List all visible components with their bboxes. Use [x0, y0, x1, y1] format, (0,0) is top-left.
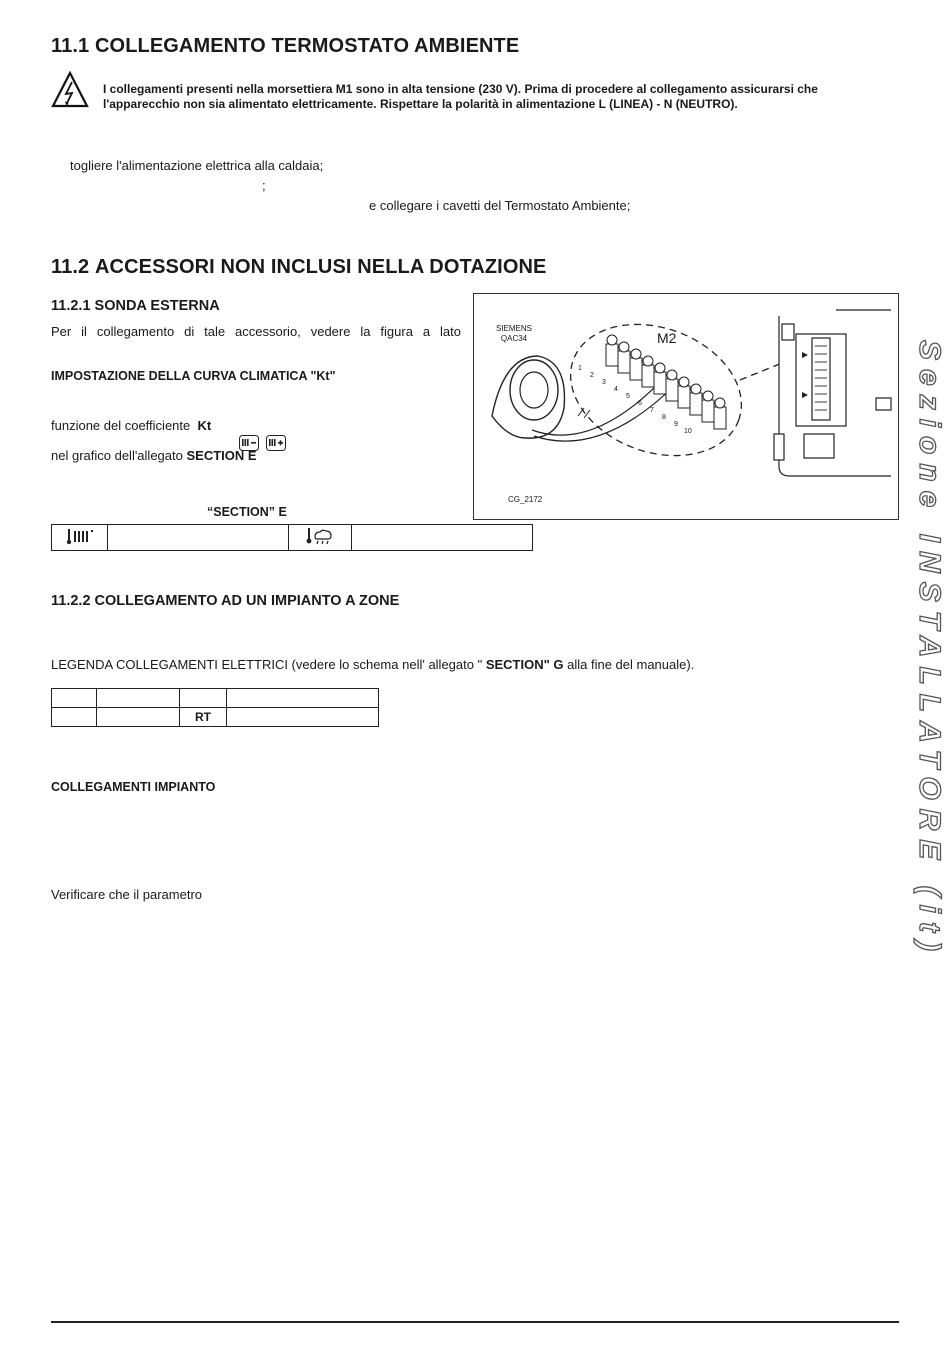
- external-sensor-figure: [473, 293, 899, 520]
- terminal-number-1: 1: [578, 365, 582, 372]
- sensor-connection-text: Per il collegamento di tale accessorio, vedere la figura a lato: [51, 324, 461, 339]
- side-label-text: Sezione INSTALLATORE (it): [913, 340, 946, 960]
- legend-intro: LEGENDA COLLEGAMENTI ELETTRICI (vedere lo schema nell' allegato ": [51, 657, 483, 672]
- installer-section-side-label: [900, 340, 950, 980]
- legend-cell: [227, 708, 379, 727]
- terminal-number-5: 5: [626, 393, 630, 400]
- legend-section-g: SECTION" G: [482, 657, 564, 672]
- legend-cell: [52, 708, 97, 727]
- terminal-number-8: 8: [662, 414, 666, 421]
- terminal-number-6: 6: [638, 400, 642, 407]
- step-1: togliere l'alimentazione elettrica alla caldaia;: [70, 158, 324, 173]
- voltage-warning: [103, 82, 903, 112]
- wiring-diagram: [474, 294, 898, 519]
- section-e-label-inline: SECTION E: [186, 448, 257, 463]
- section-number: 11.1: [51, 35, 90, 57]
- section-number: 11.2: [51, 256, 90, 278]
- terminal-number-4: 4: [614, 386, 618, 393]
- subsection-11-2-2-heading: 11.2.2 COLLEGAMENTO AD UN IMPIANTO A ZONE: [51, 593, 400, 609]
- step-3: e collegare i cavetti del Termostato Ambiente;: [369, 198, 631, 213]
- heating-plus-button-icon: [266, 435, 286, 451]
- terminal-number-7: 7: [650, 407, 654, 414]
- legend-cell: [227, 689, 379, 708]
- section-e-label: “SECTION” E: [207, 505, 287, 519]
- sensor-model: QAC34: [500, 334, 528, 343]
- climate-curve-heading: IMPOSTAZIONE DELLA CURVA CLIMATICA "Kt": [51, 369, 336, 383]
- figure-code: CG_2172: [508, 495, 543, 504]
- verify-parameter-text: Verificare che il parametro: [51, 887, 203, 902]
- legend-cell: [180, 689, 227, 708]
- terminal-number-2: 2: [590, 372, 594, 379]
- section-11-2-title: [51, 256, 546, 279]
- outdoor-temperature-icon: [305, 526, 335, 546]
- heating-radiator-icon: [65, 527, 95, 545]
- kt-label: Kt: [197, 418, 212, 433]
- legend-cell: [97, 708, 180, 727]
- terminal-number-3: 3: [602, 379, 606, 386]
- kt-text: funzione del coefficiente: [51, 418, 191, 433]
- high-voltage-warning-icon: [51, 71, 89, 109]
- kt-coefficient-text: [51, 418, 211, 433]
- section-11-1-title: [51, 35, 519, 58]
- step-2: ;: [262, 178, 266, 193]
- graph-text: nel grafico dell'allegato: [51, 448, 183, 463]
- sensor-label: [496, 324, 532, 344]
- radiator-value-cell: [108, 525, 289, 551]
- terminal-label: M2: [657, 330, 677, 346]
- section-e-reference-text: [51, 448, 257, 463]
- weather-value-cell: [352, 525, 533, 551]
- legend-cell-rt: RT: [180, 708, 227, 727]
- warning-line-2: l'apparecchio non sia alimentato elettricamente. Rispettare la polarità in alimentazione L (LINEA) - N (NEUTRO).: [103, 97, 738, 111]
- warning-line-1: I collegamenti presenti nella morsettiera M1 sono in alta tensione (230 V). Prima di procedere al collegamento assicurarsi che: [103, 82, 818, 96]
- legend-cell: [97, 689, 180, 708]
- legend-text: [51, 657, 694, 672]
- section-title-text: ACCESSORI NON INCLUSI NELLA DOTAZIONE: [95, 256, 547, 278]
- terminal-number-9: 9: [674, 421, 678, 428]
- radiator-cell: [52, 525, 108, 551]
- legend-table: [51, 688, 379, 727]
- footer-rule: [51, 1321, 899, 1323]
- sensor-brand: SIEMENS: [496, 324, 533, 333]
- system-connections-heading: COLLEGAMENTI IMPIANTO: [51, 780, 216, 794]
- weather-cell: [289, 525, 352, 551]
- kt-setting-table: [51, 524, 533, 551]
- legend-end: alla fine del manuale).: [563, 657, 695, 672]
- terminal-number-10: 10: [684, 428, 692, 435]
- section-title-text: COLLEGAMENTO TERMOSTATO AMBIENTE: [95, 35, 520, 57]
- legend-cell: [52, 689, 97, 708]
- subsection-11-2-1-heading: 11.2.1 SONDA ESTERNA: [51, 298, 220, 314]
